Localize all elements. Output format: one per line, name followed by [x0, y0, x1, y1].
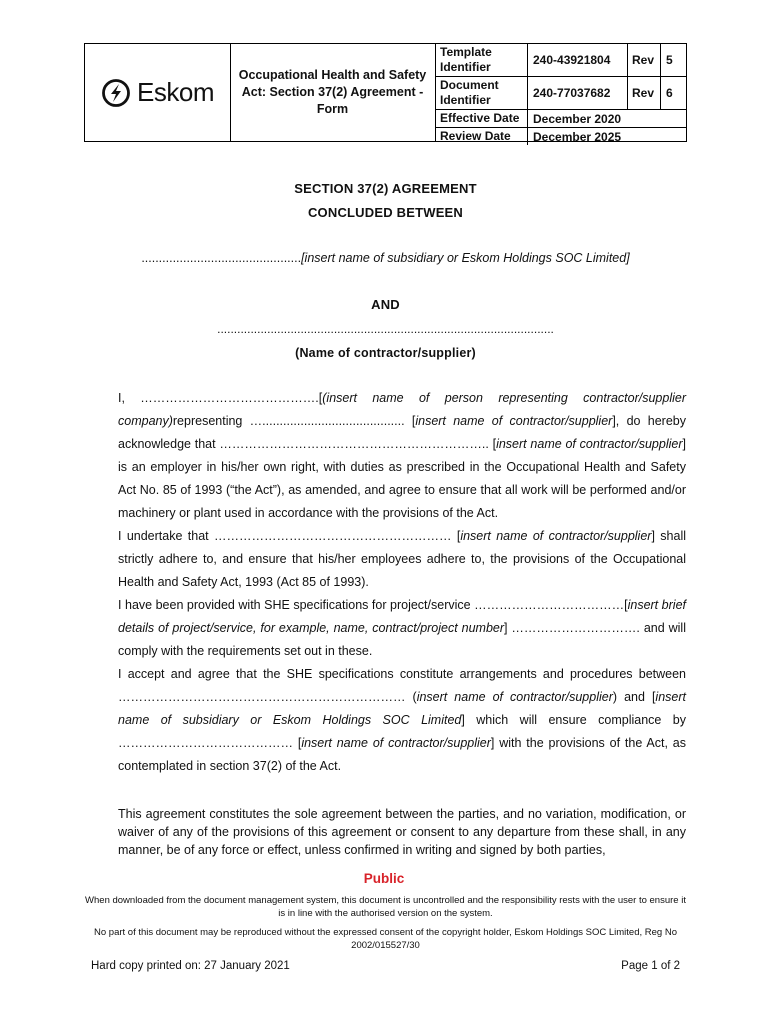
- agreement-subheading: CONCLUDED BETWEEN: [307, 205, 464, 220]
- instruction-run: insert name of contractor/supplier: [415, 414, 613, 428]
- instruction-run: insert name of contractor/supplier: [416, 690, 613, 704]
- logo-cell: [85, 44, 231, 141]
- meta-rev-value: 5: [666, 53, 673, 67]
- instruction-run: insert name of contractor/supplier: [301, 736, 491, 750]
- text-run: ], do hereby acknowledge that ……………………………………………………….. [: [118, 414, 686, 451]
- instruction-run: insert name of contractor/supplier: [460, 529, 652, 543]
- text-run: ] is an employer in his/her own right, with duties as prescribed in the Occupational Health and Safety Act No. 85 of 1993 (“the Act”), as amended, and agree to ensure that all work will be performed and/or machinery or plant used in accordance with the provisions of the Act.: [118, 437, 686, 520]
- uncontrolled-notice: When downloaded from the document management system, this document is uncontrolled and the responsibility rests with the user to ensure it is in line with the authorised version on the system.: [85, 895, 686, 919]
- meta-value: 240-77037682: [528, 77, 628, 109]
- agreement-heading: SECTION 37(2) AGREEMENT: [294, 181, 477, 196]
- meta-label: Effective Date: [436, 110, 528, 127]
- paragraph-she-specs: [118, 594, 686, 663]
- paragraph-acknowledge: [118, 387, 686, 525]
- meta-rev-value: 6: [666, 86, 673, 100]
- meta-row-effective: [436, 110, 686, 128]
- text-run: representing …......................................... [: [172, 414, 416, 428]
- party-one-dots: ..............................................: [141, 251, 302, 265]
- printed-date: Hard copy printed on: 27 January 2021: [91, 960, 290, 972]
- document-header: [84, 43, 687, 142]
- meta-label: Template Identifier: [436, 44, 528, 76]
- text-run: ) and [: [612, 690, 656, 704]
- text-run: ] shall strictly adhere to, and ensure that his/her employees adhere to, the provisions of the Occupational Health and Safety Act, 1993 (Act 85 of 1993).: [118, 529, 687, 589]
- eskom-logo: [101, 77, 214, 108]
- meta-value: December 2025: [533, 129, 622, 144]
- text-run: I have been provided with SHE specifications for project/service ………………………………[: [118, 598, 628, 612]
- instruction-run: insert brief details of project/service, for example, name, contract/project number: [118, 598, 686, 635]
- meta-value: December 2020: [533, 111, 622, 126]
- paragraph-sole-agreement: This agreement constitutes the sole agreement between the parties, and no variation, modification, or waiver of any of the provisions of this agreement or consent to any departure from these shall, in any manner, be of any force or effect, unless confirmed in writing and signed by both parties,: [118, 807, 686, 857]
- instruction-run: (insert name of person representing contractor/supplier company): [118, 391, 686, 428]
- party-one-line: [84, 251, 687, 265]
- meta-label: Review Date: [436, 128, 528, 145]
- meta-value: 240-43921804: [528, 44, 628, 76]
- copyright-notice: No part of this document may be reproduced without the expressed consent of the copyright holder, Eskom Holdings SOC Limited, Reg No 2002/015527/30: [94, 927, 677, 951]
- instruction-run: insert name of contractor/supplier: [496, 437, 683, 451]
- meta-rev-label: Rev: [628, 44, 661, 76]
- meta-row-review: [436, 128, 686, 145]
- page-number: Page 1 of 2: [621, 960, 680, 972]
- text-run: ] which will ensure compliance by …………………………………… [: [118, 713, 686, 750]
- paragraph-undertake: [118, 525, 686, 594]
- text-run: I, …………………………………….[: [118, 391, 323, 405]
- paragraph-arrangements: [118, 663, 686, 778]
- document-title: Occupational Health and Safety Act: Section 37(2) Agreement - Form: [230, 44, 436, 141]
- text-run: ] …………………………. and will comply with the requirements set out in these.: [118, 621, 686, 658]
- logo-wordmark: Eskom: [137, 77, 214, 107]
- text-run: I undertake that ………………………………………………… [: [118, 529, 461, 543]
- document-meta-table: [436, 44, 686, 145]
- and-label: AND: [371, 297, 400, 312]
- meta-row-template: [436, 44, 686, 77]
- meta-label: Document Identifier: [436, 77, 528, 109]
- party-two-dots: .....................................................................................................: [217, 322, 554, 336]
- instruction-run: insert name of subsidiary or Eskom Holdings SOC Limited: [118, 690, 686, 727]
- meta-row-document: [436, 77, 686, 110]
- meta-rev-label: Rev: [628, 77, 661, 109]
- classification-label: Public: [363, 871, 405, 886]
- agreement-body: [118, 387, 686, 778]
- party-two-label: (Name of contractor/supplier): [295, 346, 476, 360]
- eskom-logo-icon: [101, 78, 131, 108]
- party-one-instruction: [insert name of subsidiary or Eskom Holdings SOC Limited]: [301, 251, 630, 265]
- text-run: ] with the provisions of the Act, as contemplated in section 37(2) of the Act.: [118, 736, 686, 773]
- text-run: I accept and agree that the SHE specifications constitute arrangements and procedures between …………………………………………………………… (: [118, 667, 686, 704]
